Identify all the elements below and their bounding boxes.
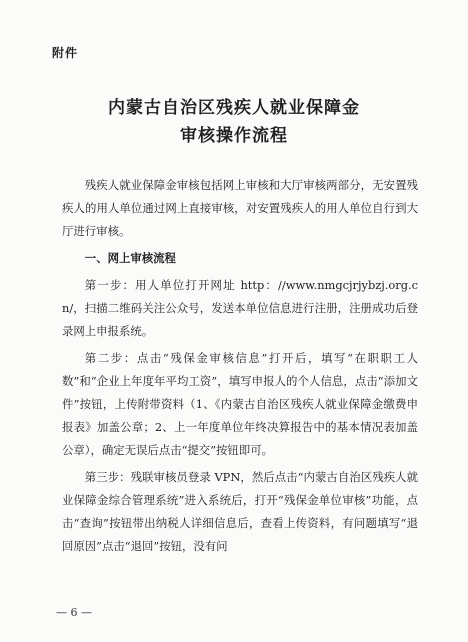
step-paragraph-3: 第三步：残联审核员登录 VPN，然后点击“内蒙古自治区残疾人就业保障金综合管理系统”进入系统后，打开“残保金单位审核”功能，点击“查询”按钮带出纳税人详细信息后，查看上传资料，有问题填写“退回原因”点击“退回”按钮，没有问 (62, 470, 418, 553)
document-title-line-2: 审核操作流程 (180, 126, 288, 146)
page-number: — 6 — (56, 606, 92, 619)
intro-paragraph: 残疾人就业保障金审核包括网上审核和大厅审核两部分，无安置残疾人的用人单位通过网上直接审核，对安置残疾人的用人单位自行到大厅进行审核。 (62, 178, 418, 238)
step-paragraph-1: 第一步：用人单位打开网址 http：//www.nmgcjrjybzj.org.cn/，扫描二维码关注公众号，发送本单位信息进行注册，注册成功后登录网上申报系统。 (62, 278, 418, 338)
document-body (62, 174, 418, 562)
document-title-line-1: 内蒙古自治区残疾人就业保障金 (108, 98, 360, 118)
attachment-label: 附件 (52, 46, 79, 60)
step-paragraph-2: 第二步：点击“残保金审核信息”打开后，填写“在职职工人数”和“企业上年度年平均工资”，填写申报人的个人信息，点击“添加文件”按钮，上传附带资料（1、《内蒙古自治区残疾人就业保障金缴费申报表》加盖公章；2、上一年度单位年终决算报告中的基本情况表加盖公章），确定无误后点击“提交”按钮即可。 (62, 351, 418, 457)
section-heading-online-review: 一、网上审核流程 (84, 251, 176, 265)
